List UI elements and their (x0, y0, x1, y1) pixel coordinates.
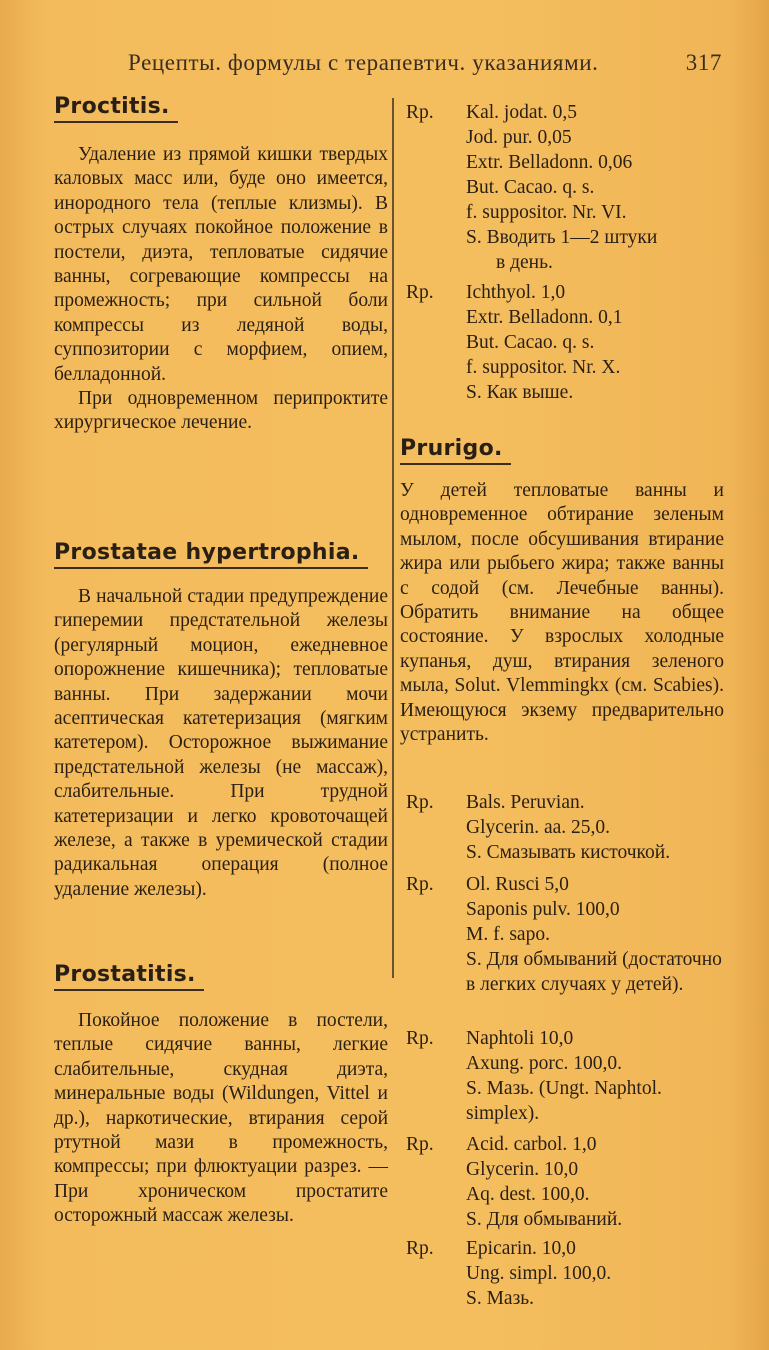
recipe-line: Naphtoli 10,0 (466, 1028, 574, 1049)
recipe-label: Rp. (406, 282, 434, 303)
heading-proctitis: Proctitis. (54, 94, 178, 123)
section-prostatitis (54, 962, 388, 1229)
recipe-line: f. suppositor. Nr. VI. (466, 202, 627, 223)
heading-prurigo: Prurigo. (400, 436, 511, 465)
recipe-line: Ol. Rusci 5,0 (466, 874, 569, 895)
recipe-line: Bals. Peruvian. (466, 792, 585, 813)
running-title: Рецепты. формулы с терапевтич. указаниями. (128, 50, 599, 75)
recipe-line: Glycerin. aa. 25,0. (466, 817, 611, 838)
recipe-line: But. Cacao. q. s. (466, 332, 595, 353)
column-divider (392, 98, 394, 978)
recipe-label: Rp. (406, 1028, 434, 1049)
recipe-line: Extr. Belladonn. 0,1 (466, 307, 623, 328)
recipe-line: Acid. carbol. 1,0 (466, 1134, 597, 1155)
recipe-label: Rp. (406, 874, 434, 895)
recipe-line: Aq. dest. 100,0. (466, 1184, 590, 1205)
prostatae-paragraph: В начальной стадии предупреждение гиперемии предстательной железы (регулярный моцион, ежедневное опорожнение кишечника); тепловатые ванны. При задержании мочи асептическая катетеризация (мягким катетером). Осторожное выжимание предстательной железы (не массаж), слабительные. При трудной катетеризации и легко кровоточащей железе, а также в уремической стадии радикальная операция (полное удаление железы). (54, 586, 388, 900)
recipe-line: But. Cacao. q. s. (466, 177, 595, 198)
recipe-line: Glycerin. 10,0 (466, 1159, 579, 1180)
recipe-line: Ichthyol. 1,0 (466, 282, 566, 303)
heading-prostatitis: Prostatitis. (54, 962, 204, 991)
recipe-line: Ung. simpl. 100,0. (466, 1263, 612, 1284)
proctitis-paragraph-1: Удаление из прямой кишки твердых каловых масс или, буде оно имеется, инородного тела (теплые клизмы). В острых случаях покойное положение в постели, диэта, тепловатые сидячие ванны, согревающие компрессы на промежность; при сильной боли компрессы из ледяной воды, суппозитории с морфием, опием, белладонной. (54, 144, 388, 385)
recipe-line: Saponis pulv. 100,0 (466, 899, 620, 920)
recipe-line: Epicarin. 10,0 (466, 1238, 576, 1259)
section-proctitis (54, 94, 388, 436)
recipe-label: Rp. (406, 1134, 434, 1155)
recipe-line: S. Смазывать кисточкой. (466, 842, 671, 863)
section-prostatae-hypertrophia (54, 540, 388, 902)
recipe-line: Kal. jodat. 0,5 (466, 102, 578, 123)
prostatitis-paragraph: Покойное положение в постели, теплые сидячие ванны, легкие слабительные, скудная диэта, минеральные воды (Wildungen, Vittel и др.), наркотические, втирания серой ртутной мази в промежность, компрессы; при флюктуации разрез. — При хроническом простатите осторожный массаж железы. (54, 1010, 388, 1227)
proctitis-paragraph-2: При одновременном перипроктите хирургическое лечение. (54, 388, 388, 434)
recipe-line: Axung. porc. 100,0. (466, 1053, 622, 1074)
recipe-line: S. Мазь. (Ungt. Naphtol. simplex). (466, 1078, 662, 1124)
recipe-line: S. Мазь. (466, 1288, 535, 1309)
heading-prostatae-hypertrophia: Prostatae hypertrophia. (54, 540, 368, 569)
page-number: 317 (685, 50, 722, 75)
recipe-line: S. Для обмываний. (466, 1209, 623, 1230)
recipe-line: M. f. sapo. (466, 924, 550, 945)
running-header (128, 50, 728, 84)
recipe-line: S. Для обмываний (достаточно в легких случаях у детей). (466, 949, 722, 995)
recipe-label: Rp. (406, 792, 434, 813)
recipe-line: S. Вводить 1—2 штуки (466, 227, 658, 248)
prurigo-paragraph: У детей тепловатые ванны и одновременное обтирание зеленым мылом, после обсушивания втирание жира или рыбьего жира; также ванны с содой (см. Лечебные ванны). Обратить внимание на общее состояние. У взрослых холодные купанья, душ, втирания зеленого мыла, Solut. Vlemmingkx (см. Scabies). Имеющуюся экзему предварительно устранить. (400, 480, 724, 746)
recipe-line: Extr. Belladonn. 0,06 (466, 152, 633, 173)
recipe-label: Rp. (406, 1238, 434, 1259)
recipe-line: в день. (496, 252, 553, 273)
recipe-line: Jod. pur. 0,05 (466, 127, 572, 148)
recipe-line: S. Как выше. (466, 382, 574, 403)
recipe-label: Rp. (406, 102, 434, 123)
recipe-line: f. suppositor. Nr. X. (466, 357, 621, 378)
section-prurigo (400, 436, 730, 747)
